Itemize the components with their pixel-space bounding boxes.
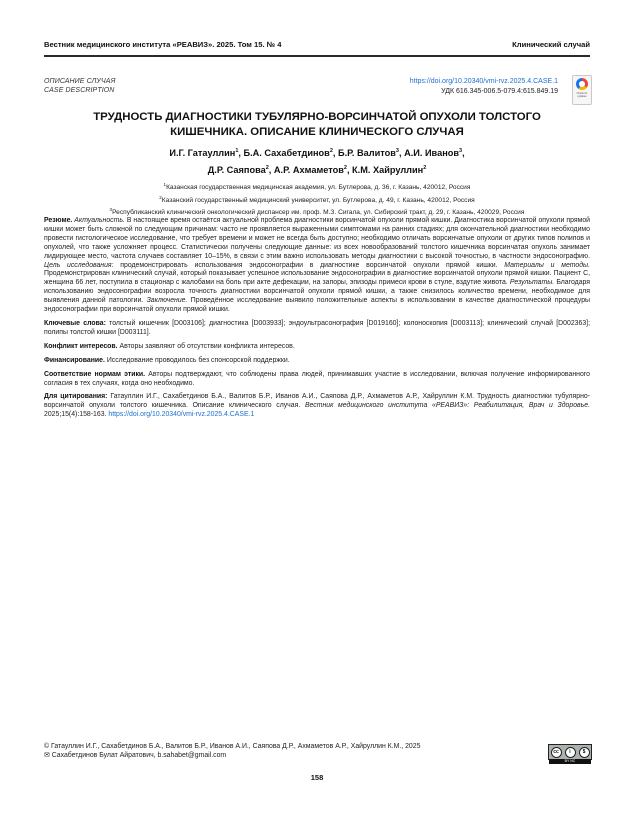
author: К.М. Хайруллин$^2$	[352, 165, 427, 176]
author: А.И. Иванов$^3$,	[404, 148, 465, 159]
conflict-of-interest	[44, 343, 590, 352]
citation-doi-link[interactable]: https://doi.org/10.20340/vmi-rvz.2025.4.CASE.1	[108, 411, 255, 419]
running-header	[44, 36, 590, 52]
badge-label: Check for updates	[576, 92, 588, 98]
article-identifiers	[410, 77, 558, 96]
copyright-line: © Гатауллин И.Г., Сахабетдинов Б.А., Валитов Б.Р., Иванов А.И., Саяпова Д.Р., Ахмаметов А.Р., Хайруллин К.М., 2025	[44, 743, 421, 750]
ethics-text: Авторы подтверждают, что соблюдены права людей, принимавших участие в исследовании, включая получение информированного согласия в тех случаях, когда оно необходимо.	[44, 370, 590, 387]
conflict-label: Конфликт интересов.	[44, 342, 118, 350]
conclusion-label: Заключение.	[146, 297, 188, 305]
citation-label: Для цитирования:	[44, 393, 108, 401]
author: А.Р. Ахмаметов$^2$,	[273, 165, 353, 176]
affiliation: $^3$Республиканский клинический онкологический диспансер им. проф. М.З. Сигала, ул. Сибирский тракт, д. 29, г. Казань, 420029, Россия	[109, 207, 525, 217]
article-type	[44, 77, 115, 95]
header-divider	[44, 55, 590, 57]
license-labels: BY NC	[549, 759, 591, 764]
relevance-label: Актуальность.	[74, 217, 125, 224]
affiliation: $^2$Казанский государственный медицинский университет, ул. Бутлерова, д. 49, г. Казань, 420012, Россия	[159, 194, 475, 204]
nc-icon: $	[579, 747, 590, 758]
cc-icon: cc	[551, 747, 562, 758]
affiliation: $^1$Казанская государственная медицинская академия, ул. Бутлерова, д. 36, г. Казань, 420012, Россия	[163, 182, 471, 192]
journal-name: Вестник медицинского института «РЕАВИЗ». 2025. Том 15. № 4	[44, 39, 282, 49]
section-name: Клинический случай	[512, 39, 590, 49]
author-list	[120, 144, 514, 178]
methods-text: Продемонстрирован клинический случай, который показывает успешное использование эндосонографии в диагностике ворсинчатой опухоли прямой кишки. Пациент С, женщина 66 лет, поступила в стационар с жалобами на боль при акте дефекации, на запоры, эпизоды примеси крови в стуле, вздутие живота.	[44, 270, 590, 287]
citation-details: 2025;15(4):158-163.	[44, 411, 107, 419]
abstract-label: Резюме.	[44, 217, 73, 224]
aim-text: продемонстрировать использования эндосонографии в диагностике ворсинчатой опухоли прямой кишки.	[120, 261, 498, 269]
ethics-label: Соответствие нормам этики.	[44, 370, 146, 378]
page-number: 158	[310, 773, 324, 782]
keywords-text: толстый кишечник [D003106]; диагностика [D003933]; эндоультрасонография [D019160]; колоноскопия [D003113]; клинический случай [D002363]; полипы толстой кишки [D003111].	[44, 319, 590, 336]
keywords-label: Ключевые слова:	[44, 319, 106, 327]
cc-license-badge[interactable]	[548, 744, 592, 763]
results-text: Благодаря использованию эндосонографии возросла точность диагностики ворсинчатой опухоли прямой кишки, а также снизилось количество времени, необходимое для выявления данной патологии.	[44, 279, 591, 305]
doi-link[interactable]: https://doi.org/10.20340/vmi-rvz.2025.4.CASE.1	[409, 78, 558, 85]
conflict-text: Авторы заявляют об отсутствии конфликта интересов.	[119, 342, 295, 350]
article-type-ru: ОПИСАНИЕ СЛУЧАЯ	[44, 78, 116, 85]
funding	[44, 357, 590, 366]
article-front-matter	[44, 217, 590, 425]
author: Б.Р. Валитов$^3$,	[338, 148, 405, 159]
article-type-en: CASE DESCRIPTION	[44, 87, 115, 94]
abstract	[44, 217, 590, 315]
aim-label: Цель исследования:	[44, 261, 114, 269]
affiliation-list	[40, 180, 594, 218]
conclusion-text: Проведённое исследование выявило положительные аспекты в использовании в качестве диагностической процедуры эндосонографии при ворсинчатой опухоли прямой кишки.	[44, 297, 590, 314]
citation-text: Гатауллин И.Г., Сахабетдинов Б.А., Валитов Б.Р., Иванов А.И., Саяпова Д.Р., Ахмаметов А.Р., Хайруллин К.М. Трудность диагностики тубулярно-ворсинчатой опухоли толстого кишечника. Описание клинического случая.	[44, 393, 590, 410]
contact-line: ✉ Сахабетдинов Булат Айратович, b.sahabet@gmail.com	[44, 752, 227, 760]
ethics	[44, 371, 590, 389]
page-footer	[44, 742, 420, 761]
article-title: ТРУДНОСТЬ ДИАГНОСТИКИ ТУБУЛЯРНО-ВОРСИНЧАТОЙ ОПУХОЛИ ТОЛСТОГО КИШЕЧНИКА. ОПИСАНИЕ КЛИНИЧЕСКОГО СЛУЧАЯ	[93, 111, 541, 138]
author: И.Г. Гатауллин$^1$,	[169, 148, 244, 159]
citation	[44, 393, 590, 420]
author: Б.А. Сахабетдинов$^2$,	[243, 148, 338, 159]
citation-journal: Вестник медицинского института «РЕАВИЗ»: Реабилитация, Врач и Здоровье.	[304, 402, 590, 410]
check-for-updates-badge[interactable]	[572, 75, 592, 105]
relevance-text: В настоящее время остаётся актуальной проблема диагностики ворсинчатой опухоли прямой кишки. Диагностика ворсинчатой опухоли прямой кишки может быть сложной по следующим причинам: часто не проявляется выраженными симптомами на ранних стадиях; для окончательной диагностики необходимо провести гистологическое исследование, что требует времени и может не всегда быть доступно; необходимо отличать ворсинчатые опухоли от других типов полипов и опухолей, что также усложняет процесс. Статистически получены следующие данные: из всех новообразований толстого кишечника ворсинчатая опухоль занимает лидирующее место, частота случаев составляет 10–15%, в связи с этим важно использовать методы диагностики с высокой точностью, в частности эндосонографию.	[44, 217, 590, 260]
by-icon: i	[565, 747, 576, 758]
author: Д.Р. Саяпова$^2$,	[207, 165, 274, 176]
methods-label: Материалы и методы.	[504, 261, 590, 269]
udc-code: УДК 616.345-006.5-079.4:615.849.19	[441, 87, 558, 95]
check-updates-icon	[576, 78, 588, 90]
funding-text: Исследование проводилось без спонсорской поддержки.	[106, 356, 290, 364]
funding-label: Финансирование.	[44, 356, 105, 364]
keywords	[44, 320, 590, 338]
results-label: Результаты.	[509, 279, 555, 287]
